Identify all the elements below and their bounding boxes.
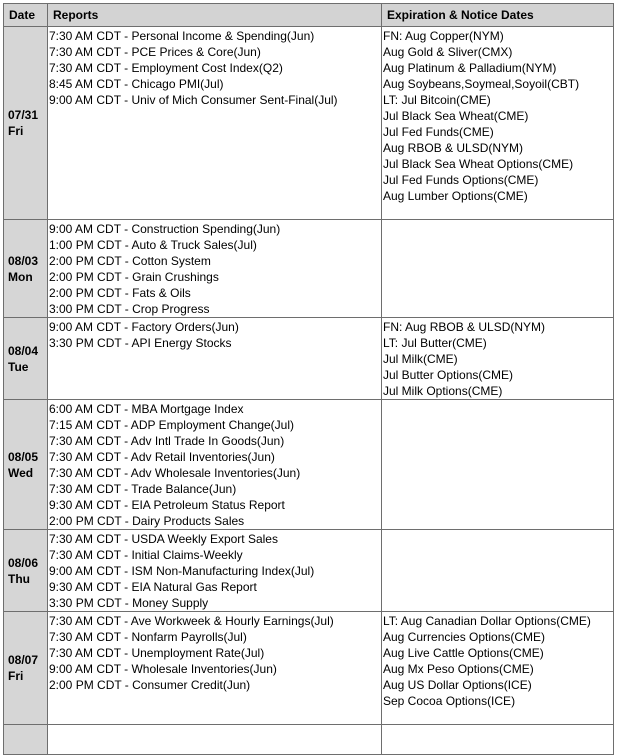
weekday-label: Tue — [8, 359, 29, 374]
calendar-row — [4, 612, 614, 725]
report-item: 1:00 PM CDT - Auto & Truck Sales(Jul) — [49, 238, 257, 252]
weekday-label: Fri — [8, 124, 24, 138]
expiration-cell — [382, 400, 614, 530]
date-cell — [4, 220, 48, 318]
expiration-item: Jul Fed Funds(CME) — [383, 125, 494, 139]
date-cell — [4, 725, 48, 755]
report-item: 9:00 AM CDT - Factory Orders(Jun) — [49, 320, 239, 334]
report-item: 7:30 AM CDT - Adv Retail Inventories(Jun) — [49, 450, 275, 464]
calendar-table — [3, 3, 614, 755]
report-item: 7:30 AM CDT - Employment Cost Index(Q2) — [49, 61, 283, 75]
expiration-item: Jul Milk(CME) — [383, 352, 458, 366]
weekday-label: Thu — [8, 571, 30, 586]
report-item: 9:00 AM CDT - Construction Spending(Jun) — [49, 222, 281, 236]
reports-cell — [48, 220, 382, 318]
expiration-item: Jul Milk Options(CME) — [383, 384, 503, 398]
report-item: 3:00 PM CDT - Crop Progress — [49, 302, 210, 316]
report-item: 7:30 AM CDT - USDA Weekly Export Sales — [49, 532, 278, 546]
report-item: 7:30 AM CDT - Personal Income & Spending(Jun) — [49, 29, 315, 43]
expiration-item: FN: Aug RBOB & ULSD(NYM) — [383, 320, 546, 334]
expiration-item: Aug Live Cattle Options(CME) — [383, 646, 544, 660]
header-row — [4, 4, 614, 27]
expiration-item: Aug Soybeans,Soymeal,Soyoil(CBT) — [383, 77, 580, 91]
date-column-header: Date — [4, 4, 48, 27]
report-item: 7:30 AM CDT - Nonfarm Payrolls(Jul) — [49, 630, 247, 644]
report-item: 2:00 PM CDT - Fats & Oils — [49, 286, 191, 300]
reports-cell — [48, 530, 382, 612]
report-item: 6:00 AM CDT - MBA Mortgage Index — [49, 402, 244, 416]
date-cell — [4, 318, 48, 400]
expiration-item: LT: Jul Bitcoin(CME) — [383, 93, 491, 107]
report-item: 9:00 AM CDT - Wholesale Inventories(Jun) — [49, 662, 277, 676]
report-item: 7:30 AM CDT - Unemployment Rate(Jul) — [49, 646, 265, 660]
expiration-item: Aug Gold & Sliver(CMX) — [383, 45, 513, 59]
report-item: 9:30 AM CDT - EIA Petroleum Status Report — [49, 498, 285, 512]
date-label: 07/31 — [8, 108, 39, 122]
report-item: 7:30 AM CDT - Adv Wholesale Inventories(Jun) — [49, 466, 301, 480]
report-item: 2:00 PM CDT - Grain Crushings — [49, 270, 219, 284]
report-item: 7:30 AM CDT - PCE Prices & Core(Jun) — [49, 45, 261, 59]
reports-column-header: Reports — [48, 4, 382, 27]
date-cell — [4, 612, 48, 725]
report-item: 9:30 AM CDT - EIA Natural Gas Report — [49, 580, 257, 594]
expiration-cell — [382, 220, 614, 318]
expiration-cell — [382, 318, 614, 400]
date-label: 08/03 — [8, 253, 39, 268]
expiration-item: Sep Cocoa Options(ICE) — [383, 694, 516, 708]
weekday-label: Fri — [8, 669, 24, 683]
reports-cell — [48, 612, 382, 725]
report-item: 2:00 PM CDT - Cotton System — [49, 254, 211, 268]
report-item: 9:00 AM CDT - Univ of Mich Consumer Sent-Final(Jul) — [49, 93, 338, 107]
report-item: 7:30 AM CDT - Initial Claims-Weekly — [49, 548, 243, 562]
report-item: 3:30 PM CDT - Money Supply — [49, 596, 209, 610]
report-item: 8:45 AM CDT - Chicago PMI(Jul) — [49, 77, 224, 91]
expiration-item: Aug Lumber Options(CME) — [383, 189, 528, 203]
calendar-row — [4, 27, 614, 220]
date-label: 08/05 — [8, 449, 39, 464]
report-item: 3:30 PM CDT - API Energy Stocks — [49, 336, 232, 350]
expiration-item: Jul Black Sea Wheat(CME) — [383, 109, 529, 123]
report-item: 7:15 AM CDT - ADP Employment Change(Jul) — [49, 418, 294, 432]
date-cell — [4, 530, 48, 612]
calendar-row — [4, 400, 614, 530]
weekday-label: Mon — [8, 269, 33, 284]
expiration-item: LT: Aug Canadian Dollar Options(CME) — [383, 614, 591, 628]
report-item: 7:30 AM CDT - Trade Balance(Jun) — [49, 482, 237, 496]
expiration-item: FN: Aug Copper(NYM) — [383, 29, 504, 43]
expiration-item: Aug Platinum & Palladium(NYM) — [383, 61, 557, 75]
expiration-column-header: Expiration & Notice Dates — [382, 4, 614, 27]
date-cell — [4, 400, 48, 530]
expiration-cell — [382, 612, 614, 725]
expiration-item: Aug Currencies Options(CME) — [383, 630, 546, 644]
expiration-item: Jul Black Sea Wheat Options(CME) — [383, 157, 574, 171]
expiration-cell — [382, 725, 614, 755]
report-item: 2:00 PM CDT - Dairy Products Sales — [49, 514, 245, 528]
expiration-item: Jul Butter Options(CME) — [383, 368, 514, 382]
reports-cell — [48, 400, 382, 530]
reports-cell — [48, 725, 382, 755]
calendar-row — [4, 530, 614, 612]
report-item: 7:30 AM CDT - Adv Intl Trade In Goods(Jun) — [49, 434, 285, 448]
expiration-cell — [382, 530, 614, 612]
date-label: 08/06 — [8, 555, 39, 570]
calendar-row-partial — [4, 725, 614, 755]
reports-cell — [48, 318, 382, 400]
date-label: 08/04 — [8, 343, 39, 358]
date-cell — [4, 27, 48, 220]
calendar-row — [4, 220, 614, 318]
expiration-item: Aug US Dollar Options(ICE) — [383, 678, 532, 692]
expiration-item: Jul Fed Funds Options(CME) — [383, 173, 539, 187]
report-item: 7:30 AM CDT - Ave Workweek & Hourly Earnings(Jul) — [49, 614, 334, 628]
expiration-cell — [382, 27, 614, 220]
reports-cell — [48, 27, 382, 220]
date-label: 08/07 — [8, 653, 39, 667]
report-item: 9:00 AM CDT - ISM Non-Manufacturing Index(Jul) — [49, 564, 315, 578]
expiration-item: LT: Jul Butter(CME) — [383, 336, 487, 350]
expiration-item: Aug RBOB & ULSD(NYM) — [383, 141, 524, 155]
expiration-item: Aug Mx Peso Options(CME) — [383, 662, 534, 676]
weekday-label: Wed — [8, 465, 34, 480]
report-item: 2:00 PM CDT - Consumer Credit(Jun) — [49, 678, 251, 692]
calendar-row — [4, 318, 614, 400]
